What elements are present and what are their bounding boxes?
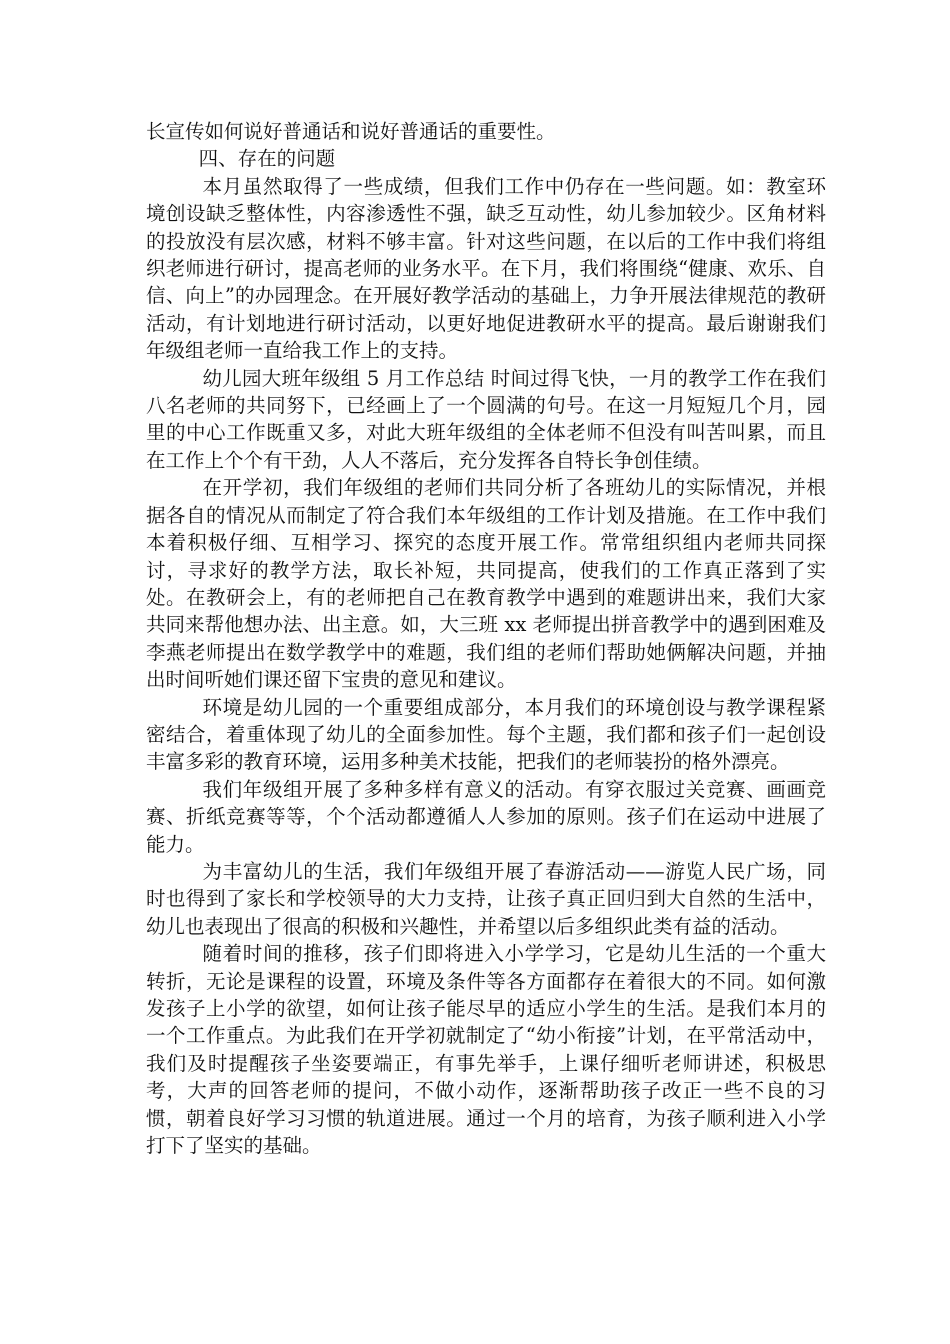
paragraph-problems: 本月虽然取得了一些成绩，但我们工作中仍存在一些问题。如：教室环境创设缺乏整体性，内容渗透性不强，缺乏互动性，幼儿参加较少。区角材料的投放没有层次感，材料不够丰富。针对这些问题，在以后的工作中我们将组织老师进行研讨，提高老师的业务水平。在下月，我们将围绕“健康、欢乐、自信、向上”的办园理念。在开展好教学活动的基础上，力争开展法律规范的教研活动，有计划地进行研讨活动，以更好地促进教研水平的提高。最后谢谢我们年级组老师一直给我工作上的支持。: [146, 174, 826, 363]
paragraph-teaching-research: 在开学初，我们年级组的老师们共同分析了各班幼儿的实际情况，并根据各自的情况从而制定了符合我们本年级组的工作计划及措施。在工作中我们本着积极仔细、互相学习、探究的态度开展工作。常常组织组内老师共同探讨，寻求好的教学方法，取长补短，共同提高，使我们的工作真正落到了实处。在教研会上，有的老师把自己在教育教学中遇到的难题讲出来，我们大家共同来帮他想办法、出主意。如，大三班 xx 老师提出拼音教学中的遇到困难及李燕老师提出在数学教学中的难题，我们组的老师们帮助她俩解决问题，并抽出时间听她们课还留下宝贵的意见和建议。: [146, 476, 826, 692]
paragraph-school-transition: 随着时间的推移，孩子们即将进入小学学习，它是幼儿生活的一个重大转折，无论是课程的设置，环境及条件等各方面都存在着很大的不同。如何激发孩子上小学的欲望，如何让孩子能尽早的适应小学生的生活。是我们本月的一个工作重点。为此我们在开学初就制定了“幼小衔接”计划，在平常活动中，我们及时提醒孩子坐姿要端正，有事先举手，上课仔细听老师讲述，积极思考，大声的回答老师的提问，不做小动作，逐渐帮助孩子改正一些不良的习惯，朝着良好学习习惯的轨道进展。通过一个月的培育，为孩子顺利进入小学打下了坚实的基础。: [146, 942, 826, 1158]
paragraph-summary-intro: 幼儿园大班年级组 5 月工作总结 时间过得飞快，一月的教学工作在我们八名老师的共同努下，已经画上了一个圆满的句号。在这一月短短几个月，园里的中心工作既重又多，对此大班年级组的全体老师不但没有叫苦叫累，而且在工作上个个有干劲，人人不落后，充分发挥各自特长争创佳绩。: [146, 366, 826, 472]
paragraph-spring-outing: 为丰富幼儿的生活，我们年级组开展了春游活动——游览人民广场，同时也得到了家长和学校领导的大力支持，让孩子真正回归到大自然的生活中，幼儿也表现出了很高的积极和兴趣性，并希望以后多组织此类有益的活动。: [146, 859, 826, 938]
document-body: [146, 118, 826, 1159]
paragraph-activities: 我们年级组开展了多种多样有意义的活动。有穿衣服过关竞赛、画画竞赛、折纸竞赛等等，个个活动都遵循人人参加的原则。孩子们在运动中进展了能力。: [146, 777, 826, 856]
section-heading-problems: 四、存在的问题: [198, 147, 336, 171]
paragraph-environment: 环境是幼儿园的一个重要组成部分，本月我们的环境创设与教学课程紧密结合，着重体现了幼儿的全面参加性。每个主题，我们都和孩子们一起创设丰富多彩的教育环境，运用多种美术技能，把我们的老师装扮的格外漂亮。: [146, 695, 826, 774]
paragraph-continuation: 长宣传如何说好普通话和说好普通话的重要性。: [146, 120, 556, 143]
